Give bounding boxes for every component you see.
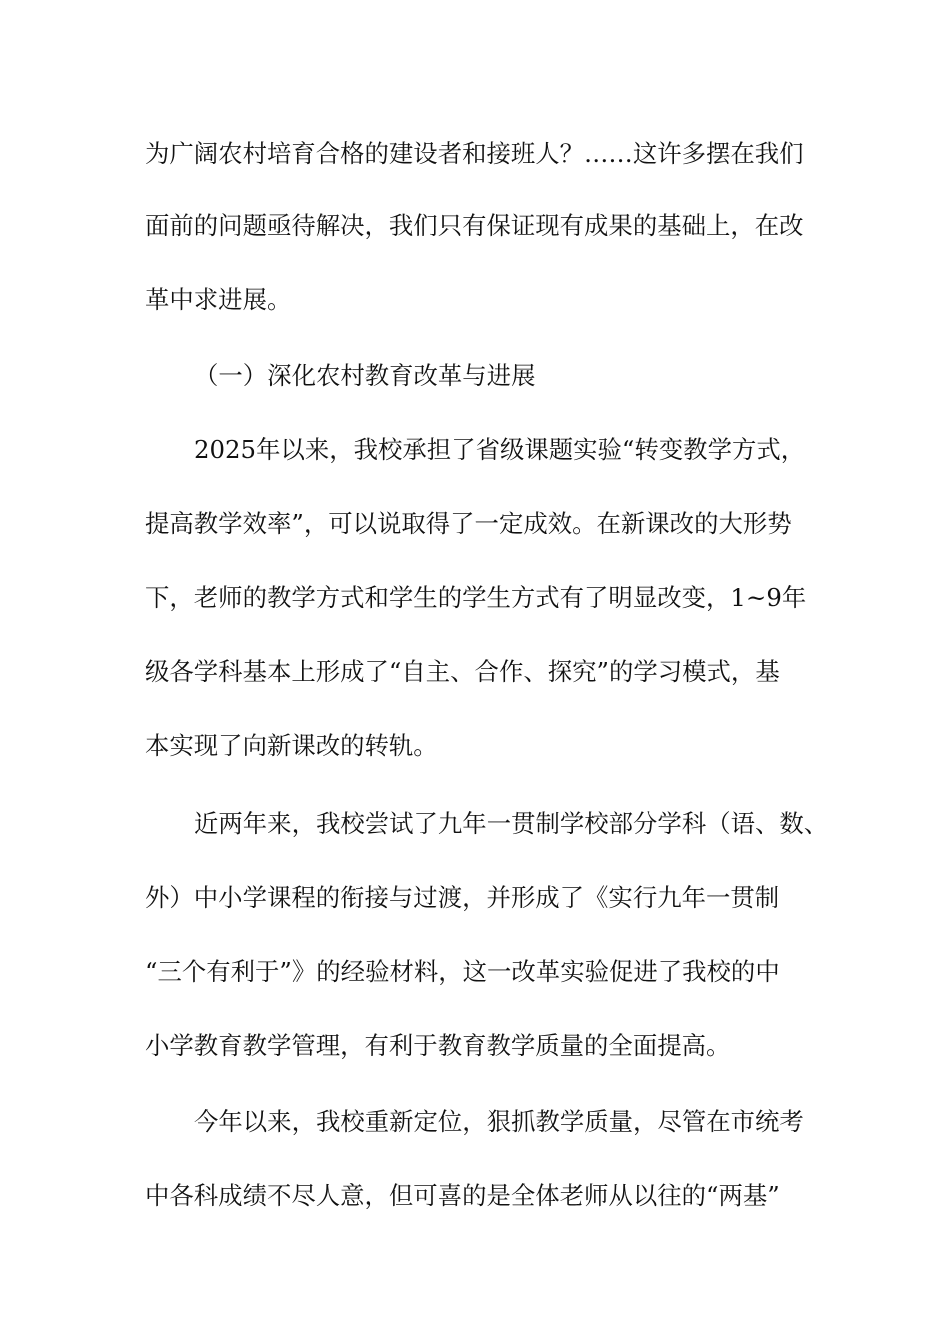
paragraph-line: “三个有利于”》的经验材料，这一改革实验促进了我校的中 (145, 957, 780, 986)
paragraph-line: 下，老师的教学方式和学生的学生方式有了明显改变，1~9年 (145, 583, 807, 612)
paragraph-line: 中各科成绩不尽人意，但可喜的是全体老师从以往的“两基” (145, 1181, 780, 1210)
paragraph-line: 提高教学效率”，可以说取得了一定成效。在新课改的大形势 (145, 509, 792, 538)
paragraph-line: 近两年来，我校尝试了九年一贯制学校部分学科（语、数、 (194, 809, 829, 838)
paragraph-line: 本实现了向新课改的转轨。 (145, 731, 438, 760)
paragraph-line: 小学教育教学管理，有利于教育教学质量的全面提高。 (145, 1031, 731, 1060)
paragraph-line: 2025年以来，我校承担了省级课题实验“转变教学方式， (194, 435, 806, 464)
section-heading: （一）深化农村教育改革与进展 (194, 361, 536, 390)
paragraph-line: 面前的问题亟待解决，我们只有保证现有成果的基础上，在改 (145, 211, 804, 240)
paragraph-line: 为广阔农村培育合格的建设者和接班人？……这许多摆在我们 (145, 139, 804, 168)
paragraph-line: 革中求进展。 (145, 285, 292, 314)
paragraph-line: 外）中小学课程的衔接与过渡，并形成了《实行九年一贯制 (145, 883, 780, 912)
paragraph-line: 级各学科基本上形成了“自主、合作、探究”的学习模式，基 (145, 657, 780, 686)
paragraph-line: 今年以来，我校重新定位，狠抓教学质量，尽管在市统考 (194, 1107, 804, 1136)
